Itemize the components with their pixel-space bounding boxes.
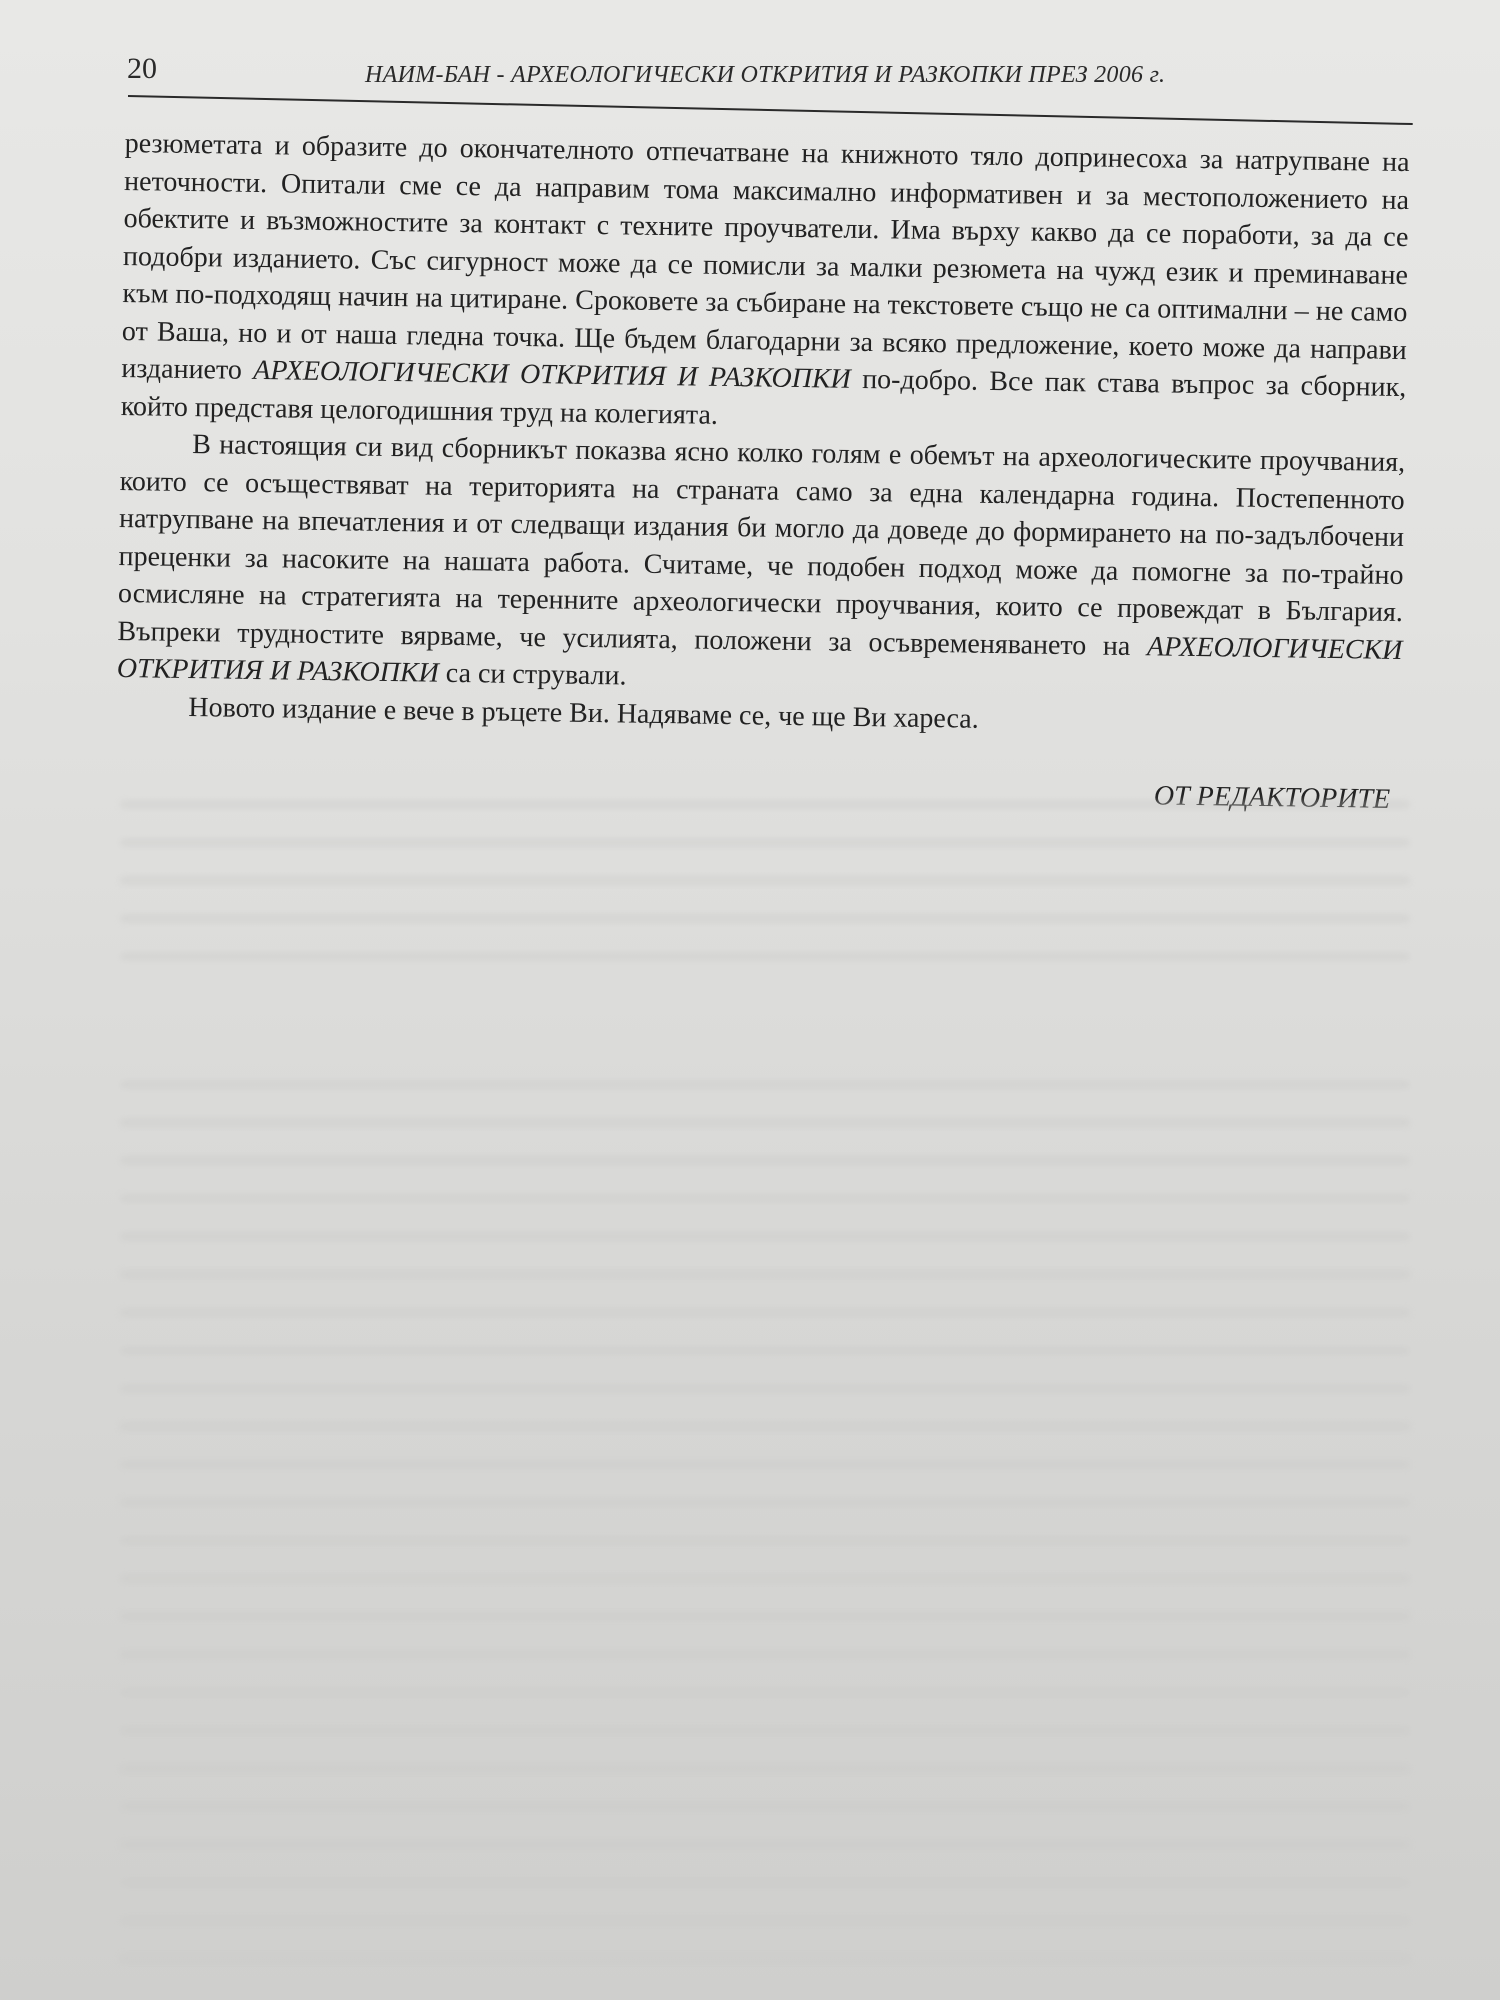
page-number: 20 — [127, 52, 157, 85]
show-through-line — [120, 1460, 1410, 1469]
page-header — [125, 48, 1410, 88]
paragraph-3: Новото издание е вече в ръцете Ви. Надяваме се, че ще Ви хареса. — [188, 691, 979, 735]
show-through-line — [120, 1232, 1410, 1241]
show-through-line — [120, 1080, 1410, 1089]
show-through-line — [120, 914, 1410, 923]
paragraph-2-text: В настоящия си вид сборникът показва ясно колко голям е обемът на археологическите проучвания, които се осъществяват на територията на страната само за една календарна година. Постепенното натрупване на впечатления и от следващи издания би могло да доведе до формирането на по-задълбочени преценки за насоките на нашата работа. Считаме, че подобен подход може да помогне за по-трайно осмисляне на стратегията на теренните археологически проучвания, които се провеждат в България. Въпреки трудностите вярваме, че усилията, положени за осъвременяването на — [117, 429, 1406, 662]
show-through-line — [120, 1726, 1410, 1735]
show-through-line — [120, 1346, 1410, 1355]
show-through-line — [120, 876, 1410, 885]
show-through-line — [120, 1536, 1410, 1545]
show-through-line — [120, 1270, 1410, 1279]
show-through-line — [120, 1574, 1410, 1583]
show-through-line — [120, 1422, 1410, 1431]
show-through-line — [120, 952, 1410, 961]
show-through-line — [120, 800, 1410, 809]
running-title: НАИМ-БАН - АРХЕОЛОГИЧЕСКИ ОТКРИТИЯ И РАЗКОПКИ ПРЕЗ 2006 г. — [365, 62, 1166, 88]
show-through-line — [120, 1118, 1410, 1127]
show-through-line — [120, 1650, 1410, 1659]
paragraph-1-tail: по-добро. Все пак става въпрос за сборник, който представя целогодишния труд на колегията. — [120, 363, 1407, 431]
show-through-line — [120, 1954, 1410, 1963]
paragraph-2-tail: са си стрували. — [438, 657, 627, 692]
header-rule — [128, 95, 1413, 125]
body-text — [115, 125, 1410, 818]
show-through-line — [120, 1688, 1410, 1697]
paragraph-1 — [121, 125, 1410, 444]
show-through-line — [120, 1840, 1410, 1849]
show-through-line — [120, 1156, 1410, 1165]
signature: ОТ РЕДАКТОРИТЕ — [1153, 780, 1391, 815]
paragraph-2-italic-title: АРХЕОЛОГИЧЕСКИ ОТКРИТИЯ И РАЗКОПКИ — [116, 630, 1403, 689]
paragraph-2 — [117, 425, 1406, 707]
show-through-line — [120, 1194, 1410, 1203]
paragraph-1-italic-title: АРХЕОЛОГИЧЕСКИ ОТКРИТИЯ И РАЗКОПКИ — [253, 354, 852, 395]
show-through-line — [120, 1764, 1410, 1773]
show-through-line — [120, 1612, 1410, 1621]
show-through-line — [120, 1802, 1410, 1811]
show-through-line — [120, 838, 1410, 847]
paragraph-1-text: резюметата и образите до окончателното отпечатване на книжното тяло допринесоха за натрупване на неточности. Опитали сме се да направим тома максимално информативен и за местоположението на обектите и възможностите за контакт с техните проучватели. Има върху какво да се поработи, за да се подобри изданието. Със сигурност може да се помисли за малки резюмета на чужд език и преминаване към по-подходящ начин на цитиране. Сроковете за събиране на текстовете също не са оптимални – не само от Ваша, но и от наша гледна точка. Ще бъдем благодарни за всяко предложение, което може да направи изданието — [121, 127, 1410, 386]
show-through-line — [120, 1916, 1410, 1925]
show-through-line — [120, 1878, 1410, 1887]
show-through-line — [120, 1384, 1410, 1393]
show-through-line — [120, 1308, 1410, 1317]
show-through-line — [120, 1498, 1410, 1507]
